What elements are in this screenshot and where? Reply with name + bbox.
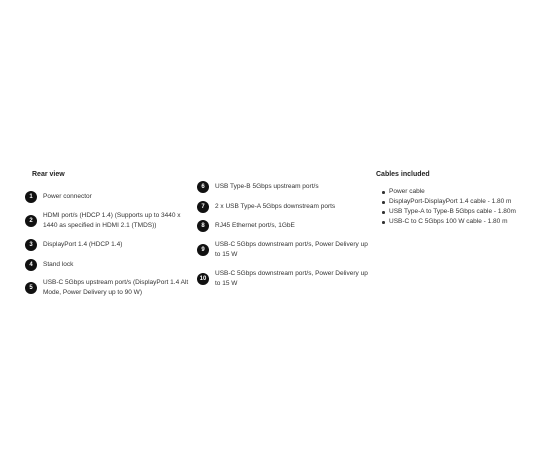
- rear-view-heading: Rear view: [32, 171, 65, 178]
- bullet-icon: [382, 191, 385, 194]
- port-number-badge: 6: [197, 181, 209, 193]
- port-label: HDMI port/s (HDCP 1.4) (Supports up to 3440 x 1440 as specified in HDMI 2.1 (TMDS)): [43, 212, 181, 229]
- port-item-4: [25, 259, 185, 271]
- bullet-icon: [382, 221, 385, 224]
- port-item-3: [25, 239, 185, 251]
- port-number-badge: 7: [197, 201, 209, 213]
- port-item-8: [197, 220, 367, 232]
- port-item-6: [197, 181, 367, 193]
- port-label: Stand lock: [43, 261, 74, 268]
- port-number-badge: 10: [197, 273, 209, 285]
- cable-item: [380, 207, 516, 217]
- cable-item: [380, 187, 516, 197]
- port-item-5: [25, 278, 195, 298]
- cable-item-label: USB Type-A to Type-B 5Gbps cable - 1.80m: [389, 208, 516, 215]
- bullet-icon: [382, 211, 385, 214]
- port-label: USB Type-B 5Gbps upstream port/s: [215, 183, 319, 190]
- port-label: USB-C 5Gbps downstream port/s, Power Delivery up to 15 W: [215, 241, 368, 258]
- port-number-badge: 2: [25, 215, 37, 227]
- port-item-2: [25, 211, 195, 231]
- cables-included-heading: Cables included: [376, 171, 430, 178]
- port-label: USB-C 5Gbps downstream port/s, Power Delivery up to 15 W: [215, 270, 368, 287]
- cable-item: [380, 197, 516, 207]
- port-label: Power connector: [43, 193, 92, 200]
- port-item-1: [25, 191, 185, 203]
- port-number-badge: 4: [25, 259, 37, 271]
- bullet-icon: [382, 201, 385, 204]
- port-item-7: [197, 201, 367, 213]
- port-item-10: [197, 269, 369, 289]
- port-number-badge: 5: [25, 282, 37, 294]
- cable-item: [380, 217, 516, 227]
- port-label: 2 x USB Type-A 5Gbps downstream ports: [215, 203, 336, 210]
- cables-list: [380, 187, 516, 227]
- port-number-badge: 3: [25, 239, 37, 251]
- cable-item-label: USB-C to C 5Gbps 100 W cable - 1.80 m: [389, 218, 508, 225]
- port-number-badge: 8: [197, 220, 209, 232]
- port-item-9: [197, 240, 369, 260]
- port-number-badge: 9: [197, 244, 209, 256]
- port-label: RJ45 Ethernet port/s, 1GbE: [215, 222, 295, 229]
- port-label: DisplayPort 1.4 (HDCP 1.4): [43, 241, 123, 248]
- cable-item-label: Power cable: [389, 188, 425, 195]
- cable-item-label: DisplayPort-DisplayPort 1.4 cable - 1.80 m: [389, 198, 512, 205]
- port-number-badge: 1: [25, 191, 37, 203]
- port-label: USB-C 5Gbps upstream port/s (DisplayPort 1.4 Alt Mode, Power Delivery up to 90 W): [43, 279, 189, 296]
